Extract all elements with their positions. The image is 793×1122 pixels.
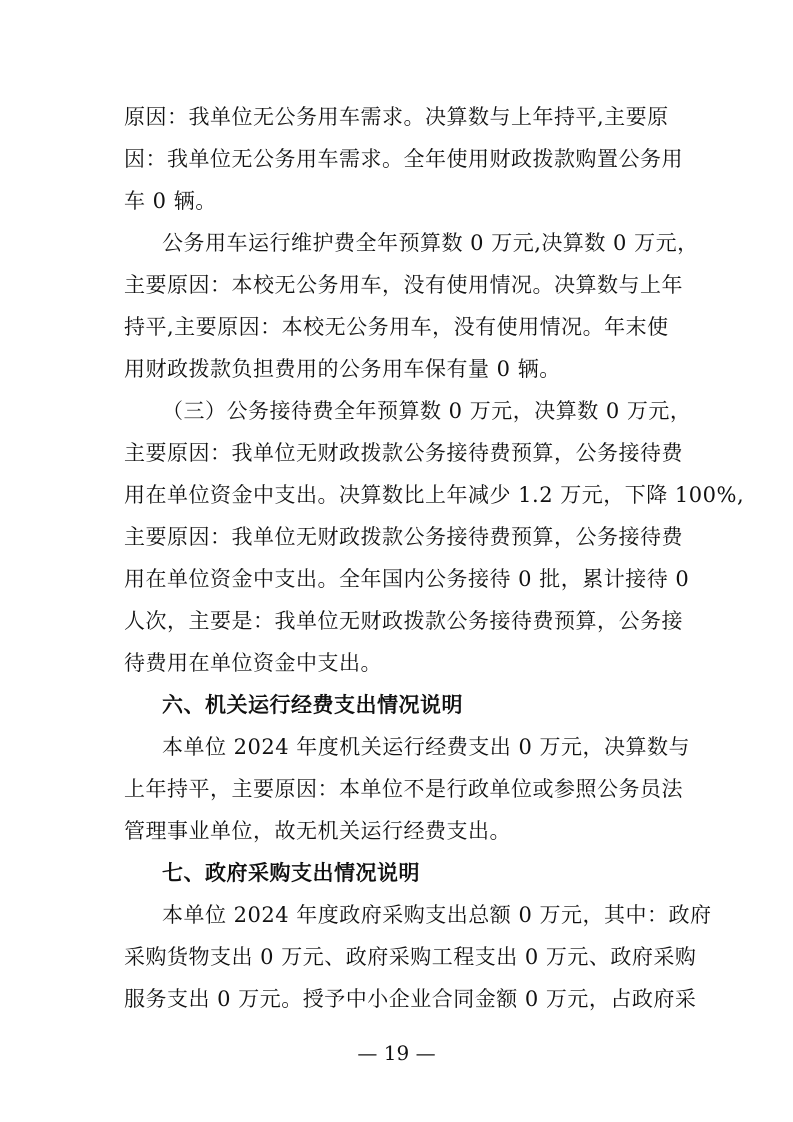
body-text-line: 持平,主要原因：本校无公务用车，没有使用情况。年末使 <box>124 315 669 339</box>
section-heading-seven: 七、政府采购支出情况说明 <box>162 861 420 885</box>
body-text-line: 用财政拨款负担费用的公务用车保有量 0 辆。 <box>124 357 561 381</box>
paragraph-start-line: 本单位 2024 年度政府采购支出总额 0 万元，其中：政府 <box>162 903 712 927</box>
body-text-line: 采购货物支出 0 万元、政府采购工程支出 0 万元、政府采购 <box>124 945 697 969</box>
body-text-line: 主要原因：本校无公务用车，没有使用情况。决算数与上年 <box>124 273 683 297</box>
section-heading-six: 六、机关运行经费支出情况说明 <box>162 693 463 717</box>
body-text-line: 因：我单位无公务用车需求。全年使用财政拨款购置公务用 <box>124 147 683 171</box>
paragraph-start-line: 公务用车运行维护费全年预算数 0 万元,决算数 0 万元， <box>162 231 699 255</box>
body-text-line: 待费用在单位资金中支出。 <box>124 651 382 675</box>
body-text-line: 车 0 辆。 <box>124 189 217 213</box>
paragraph-start-line: （三）公务接待费全年预算数 0 万元，决算数 0 万元， <box>162 399 692 423</box>
body-text-line: 上年持平，主要原因：本单位不是行政单位或参照公务员法 <box>124 777 683 801</box>
body-text-line: 用在单位资金中支出。决算数比上年减少 1.2 万元，下降 100%, <box>124 483 745 507</box>
body-text-line: 用在单位资金中支出。全年国内公务接待 0 批，累计接待 0 <box>124 567 690 591</box>
body-text-line: 人次，主要是：我单位无财政拨款公务接待费预算，公务接 <box>124 609 683 633</box>
body-text-line: 管理事业单位，故无机关运行经费支出。 <box>124 819 511 843</box>
body-text-line: 服务支出 0 万元。授予中小企业合同金额 0 万元，占政府采 <box>124 987 697 1011</box>
paragraph-start-line: 本单位 2024 年度机关运行经费支出 0 万元，决算数与 <box>162 735 691 759</box>
body-text-line: 原因：我单位无公务用车需求。决算数与上年持平,主要原 <box>124 105 669 129</box>
body-text-line: 主要原因：我单位无财政拨款公务接待费预算，公务接待费 <box>124 525 683 549</box>
page-number: — 19 — <box>357 1041 436 1065</box>
body-text-line: 主要原因：我单位无财政拨款公务接待费预算，公务接待费 <box>124 441 683 465</box>
